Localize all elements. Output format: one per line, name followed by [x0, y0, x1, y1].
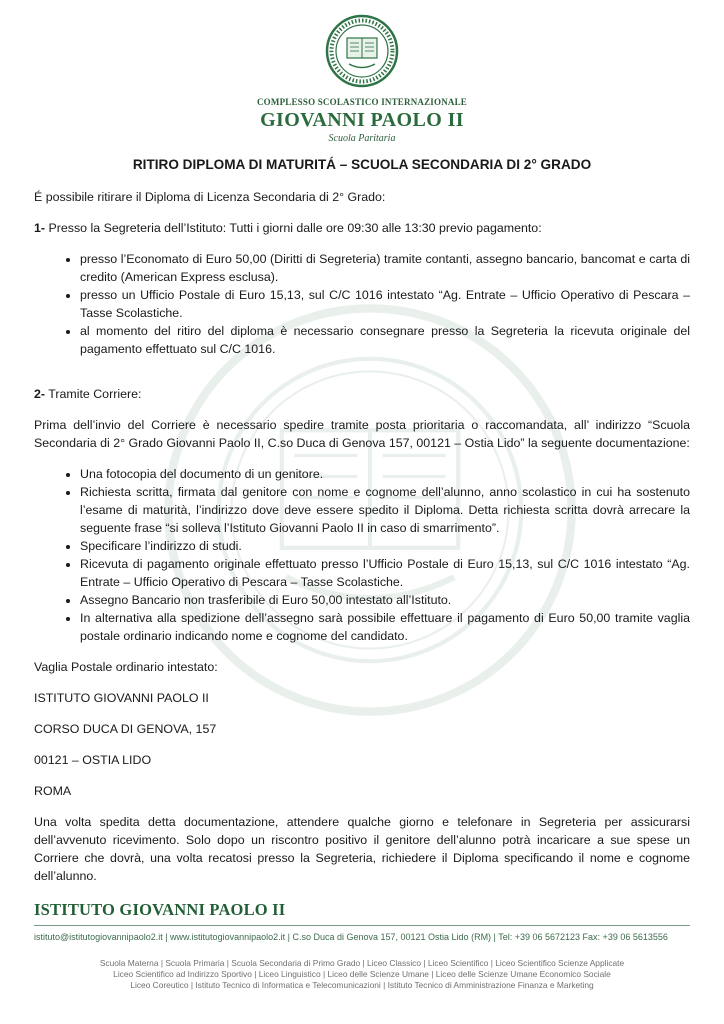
vaglia-label: Vaglia Postale ordinario intestato: — [34, 660, 218, 674]
org-line1: COMPLESSO SCOLASTICO INTERNAZIONALE — [256, 97, 468, 107]
list-item: • presso l’Economato di Euro 50,00 (Diritti di Segreteria) tramite contanti, assegno bancario, bancomat e carta di credito (American Express esclusa). — [80, 250, 690, 286]
address-block — [34, 689, 690, 800]
org-subtitle: Scuola Paritaria — [328, 133, 396, 144]
list-item: • al momento del ritiro del diploma è necessario consegnare presso la Segreteria la ricevuta originale del pagamento effettuato sul C/C 1016. — [80, 322, 690, 358]
list-item: • In alternativa alla spedizione dell’assegno sarà possibile effettuare il pagamento di Euro 50,00 tramite vaglia postale ordinario indicando nome e cognome del candidato. — [80, 609, 690, 645]
list-item: • Specificare l’indirizzo di studi. — [80, 537, 690, 555]
section2-text: Tramite Corriere: — [45, 387, 142, 401]
footer-schools — [34, 958, 690, 991]
schools-line: Liceo Coreutico | Istituto Tecnico di Informatica e Telecomunicazioni | Istituto Tecnico di Amministrazione Finanza e Marketing — [130, 980, 594, 990]
address-line: 00121 – OSTIA LIDO — [34, 753, 152, 767]
section2-number: 2- — [34, 387, 46, 401]
letterhead — [0, 14, 724, 144]
footer-divider — [34, 925, 690, 926]
closing-paragraph: Una volta spedita detta documentazione, attendere qualche giorno e telefonare in Segreteria per assicurarsi dell’avvenuto ricevimento. Solo dopo un riscontro positivo il genitore dell’alunno potrà incaricare a sue spese un Corriere che dovrà, una volta recatosi presso la Segreteria, richiedere il Diploma specificando il nome e cognome dell’alunno. — [34, 815, 690, 883]
section2-heading — [34, 385, 690, 403]
intro-paragraph: É possibile ritirare il Diploma di Licenza Secondaria di 2° Grado: — [34, 190, 386, 204]
list-item: • presso un Ufficio Postale di Euro 15,13, sul C/C 1016 intestato “Ag. Entrate – Ufficio Operativo di Pescara – Tasse Scolastiche. — [80, 286, 690, 322]
section1-text: Presso la Segreteria dell’Istituto: Tutti i giorni dalle ore 09:30 alle 13:30 previo pagamento: — [45, 221, 542, 235]
schools-line: Liceo Scientifico ad Indirizzo Sportivo | Liceo Linguistico | Liceo delle Scienze Umane | Liceo delle Scienze Umane Economico Sociale — [113, 969, 611, 979]
schools-line: Scuola Materna | Scuola Primaria | Scuola Secondaria di Primo Grado | Liceo Classico | Liceo Scientifico | Liceo Scientifico Scienze Applicate — [99, 958, 625, 968]
section2-paragraph: Prima dell’invio del Corriere è necessario spedire tramite posta prioritaria o raccomandata, all’ indirizzo “Scuola Secondaria di 2° Grado Giovanni Paolo II, C.so Duca di Genova 157, 00121 – Ostia Lido” la seguente documentazione: — [34, 418, 690, 450]
school-seal-icon — [325, 14, 399, 88]
list-item: • Richiesta scritta, firmata dal genitore con nome e cognome dell’alunno, anno scolastico in cui ha sostenuto l’esame di maturità, l’indirizzo dove deve essere spedito il Diploma. Detta richiesta scritta dovrà arrecare la seguente frase “si solleva l’Istituto Giovanni Paolo II in caso di smarrimento”. — [80, 483, 690, 537]
list-item: • Assegno Bancario non trasferibile di Euro 50,00 intestato all’Istituto. — [80, 591, 690, 609]
section2-list — [34, 465, 690, 645]
list-item: • Una fotocopia del documento di un genitore. — [80, 465, 690, 483]
document-body — [34, 156, 690, 898]
list-item: • Ricevuta di pagamento originale effettuato presso l’Ufficio Postale di Euro 15,13, sul C/C 1016 intestato “Ag. Entrate – Ufficio Operativo di Pescara – Tasse Scolastiche. — [80, 555, 690, 591]
section1-list — [34, 250, 690, 358]
footer-title: ISTITUTO GIOVANNI PAOLO II — [34, 900, 286, 919]
footer — [34, 900, 690, 990]
address-line: CORSO DUCA DI GENOVA, 157 — [34, 722, 217, 736]
document-title: RITIRO DIPLOMA DI MATURITÁ – SCUOLA SECONDARIA DI 2° GRADO — [132, 157, 592, 172]
section1-heading — [34, 219, 690, 237]
footer-contacts: istituto@istitutogiovannipaolo2.it | www.istitutogiovannipaolo2.it | C.so Duca di Genova 157, 00121 Ostia Lido (RM) | Tel: +39 06 5672123 Fax: +39 06 5613556 — [34, 932, 668, 942]
address-line: ROMA — [34, 784, 72, 798]
section1-number: 1- — [34, 221, 46, 235]
org-name: GIOVANNI PAOLO II — [260, 109, 464, 131]
address-line: ISTITUTO GIOVANNI PAOLO II — [34, 691, 209, 705]
